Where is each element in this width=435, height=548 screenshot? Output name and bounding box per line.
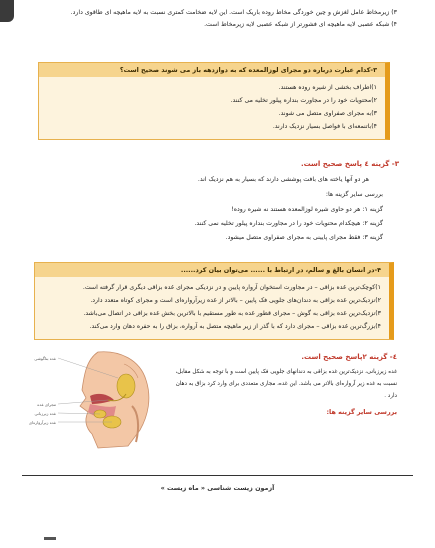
answer-3-line: بررسی سایر گزینه ها: [325, 191, 383, 198]
figure-label-sublingual: غده زیرزبانی [34, 411, 56, 416]
answer-4-line: غده زیرزبانی، نزدیک‌ترین غده بزاقی به دندانهای جلویی فک پایین است و با توجه به شکل مقابل، [175, 369, 397, 375]
question-3-options [47, 81, 377, 133]
answer-4 [157, 352, 397, 417]
option-4: ۴)بزرگ‌ترین غده بزاقی – مجرای دارد که با گذر از زیر ماهیچه متصل به آرواره، بزاق را به حفره دهان وارد می‌کند. [89, 323, 381, 330]
answer-3-line: گزینه ۳: فقط مجرای پایینی به مجرای صفراوی متصل میشود. [225, 234, 383, 241]
option-4: ۴)باتنمعه‌ای با فواصل بسیار نزدیک دارند. [272, 123, 377, 130]
option-1: ۱)کوچک‌ترین غده بزاقی – در مجاورت استخوان آرواره پایین و در نزدیکی مجرای غده بزاقی دیگری قرار گرفته است. [82, 284, 381, 291]
option-1: ۱)اطراف بخشی از شیره روده هستند. [278, 84, 377, 91]
answer-4-line: نسبت به غده زیر آرواره‌ای بالاتر می باشد. این غده، مجاری متعددی برای وارد کرد بزاق به دهان [175, 381, 397, 387]
answer-4-title: ٤- گزینه ۲پاسخ صحیح است. [301, 353, 397, 361]
answer-3-line: گزینه ۱: هر دو حاوی شیره لوزالمعده هستند نه شیره روده! [231, 206, 383, 213]
salivary-glands-illustration [28, 346, 158, 450]
footer-title: آزمون زیست شناسی « ماه زیست » [160, 484, 275, 492]
answer-3 [39, 159, 399, 242]
question-4-title: ۴-در انسان بالغ و سالم، در ارتباط با ...... می‌توان بیان کرد...... [180, 266, 381, 274]
option-2: ۲)محتویات خود را در مجاورت بنداره پیلور تخلیه می کنند. [230, 97, 377, 104]
question-3-box [38, 62, 390, 140]
figure-label-duct: مجرای غده [37, 402, 56, 407]
text-line: ۴) شبکه عصبی لایه ماهیچه ای فشورتر از شبکه عصبی لایه زیرمخاط است. [204, 21, 397, 28]
option-3: ۳)به مجرای صفراوی متصل می شوند. [278, 110, 377, 117]
question-3-title: ۳-کدام عبارت درباره دو مجرای لوزالمعده که به دوازدهه باز می شوند صحیح است؟ [119, 66, 377, 74]
answer-3-line: گزینه ۲: هیچکدام محتویات خود را در مجاورت بنداره پیلور تخلیه نمی کنند. [194, 220, 383, 227]
question-4-options [41, 281, 381, 333]
text-line: ۳) زیرمخاط عامل لغزش و چین خوردگی مخاط روده باریک است. این لایه ضخامت کمتری نسبت به لایه ماهیچه ای طاقوی دارد. [70, 9, 397, 16]
figure-label-parotid: غده بناگوشی [34, 356, 56, 361]
answer-4-line: دارد . [384, 393, 397, 399]
footer-divider [22, 475, 413, 476]
option-3: ۳)نزدیک‌ترین غده بزاقی به گوش – مجرای قطور غده به طور مستقیم با بالاترین بخش غده بزاقی در اتصال می‌باشد. [83, 310, 381, 317]
review-other-options-title: بررسی سایر گزینه ها: [326, 408, 397, 416]
answer-3-title: ۳- گزینه ٤ پاسخ صحیح است. [300, 160, 399, 168]
previous-answer-lines [37, 8, 397, 29]
answer-3-line: هر دو آنها یاخته های بافت پوششی دارند که بسیار به هم نزدیک اند. [197, 176, 369, 183]
page-edge-tab [0, 0, 14, 22]
option-2: ۲)نزدیک‌ترین غده بزاقی به دندان‌های جلویی فک پایین – بالاتر از غده زیرآرواره‌ای است و مجرای کوتاه متعدد دارد. [90, 297, 381, 304]
figure-label-submandibular: غده زیرآرواره‌ای [28, 420, 56, 425]
page-bottom-mark [44, 537, 56, 540]
question-4-box [34, 262, 394, 340]
